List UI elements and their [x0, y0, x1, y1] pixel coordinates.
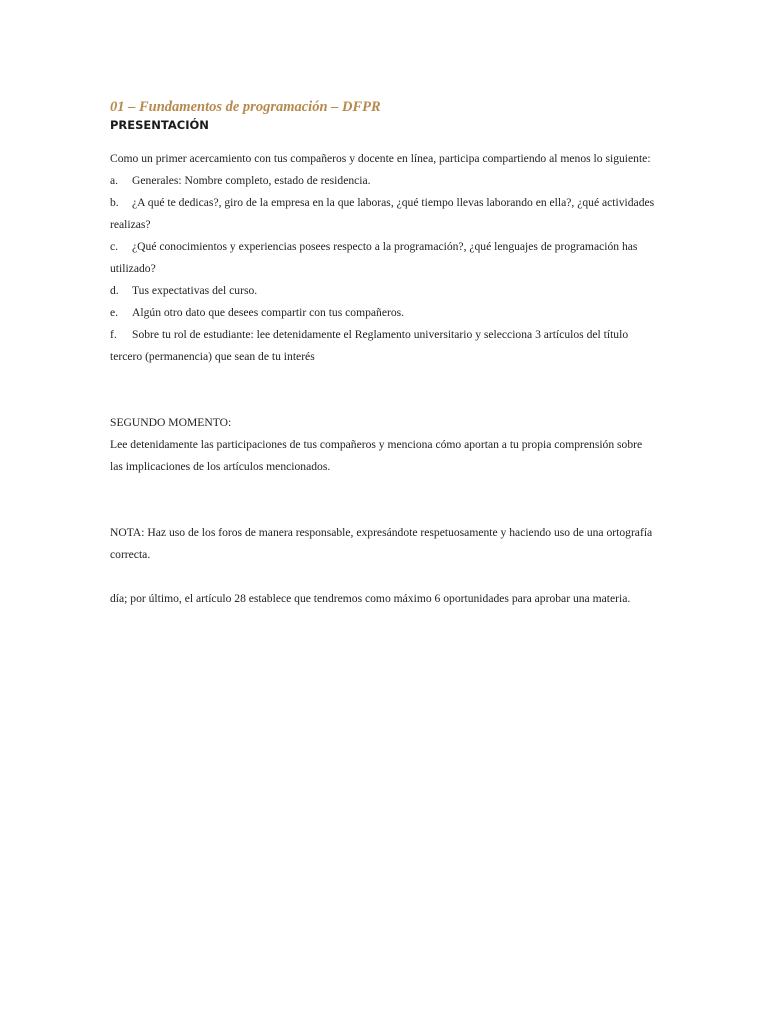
list-item	[110, 302, 655, 324]
list-marker: e.	[110, 306, 119, 319]
list-item	[110, 236, 655, 280]
spacer	[110, 566, 655, 588]
section-heading-presentacion: PRESENTACIÓN	[110, 118, 209, 132]
document-page	[110, 98, 655, 610]
list-item-text: ¿A qué te dedicas?, giro de la empresa en la que laboras, ¿qué tiempo llevas laborando en ella?, ¿qué actividades realizas?	[110, 196, 655, 231]
list-marker: b.	[110, 196, 119, 209]
list-item	[110, 170, 655, 192]
list-item	[110, 192, 655, 236]
list-item	[110, 324, 655, 368]
list-marker: d.	[110, 284, 119, 297]
list-item-text: Tus expectativas del curso.	[132, 284, 258, 297]
second-paragraph: Lee detenidamente las participaciones de tus compañeros y menciona cómo aportan a tu propia comprensión sobre las implicaciones de los artículos mencionados.	[110, 438, 643, 473]
spacer	[110, 368, 655, 412]
list-item-text: Sobre tu rol de estudiante: lee detenidamente el Reglamento universitario y selecciona 3 artículos del título tercero (permanencia) que sean de tu interés	[110, 328, 629, 363]
spacer	[110, 478, 655, 522]
closing-paragraph: día; por último, el artículo 28 establece que tendremos como máximo 6 oportunidades para aprobar una materia.	[110, 592, 631, 605]
list-item-text: Algún otro dato que desees compartir con tus compañeros.	[132, 306, 405, 319]
intro-paragraph: Como un primer acercamiento con tus compañeros y docente en línea, participa compartiendo al menos lo siguiente:	[110, 152, 651, 165]
list-item-text: ¿Qué conocimientos y experiencias posees respecto a la programación?, ¿qué lenguajes de programación has utilizado?	[110, 240, 638, 275]
section-heading-segundo-momento: SEGUNDO MOMENTO:	[110, 416, 232, 429]
list-marker: a.	[110, 174, 119, 187]
list-marker: c.	[110, 240, 119, 253]
note-paragraph: NOTA: Haz uso de los foros de manera responsable, expresándote respetuosamente y haciendo uso de una ortografía correcta.	[110, 526, 653, 561]
document-title: 01 – Fundamentos de programación – DFPR	[110, 99, 381, 115]
list-item-text: Generales: Nombre completo, estado de residencia.	[132, 174, 371, 187]
requirements-list	[110, 170, 655, 368]
list-item	[110, 280, 655, 302]
list-marker: f.	[110, 328, 117, 341]
